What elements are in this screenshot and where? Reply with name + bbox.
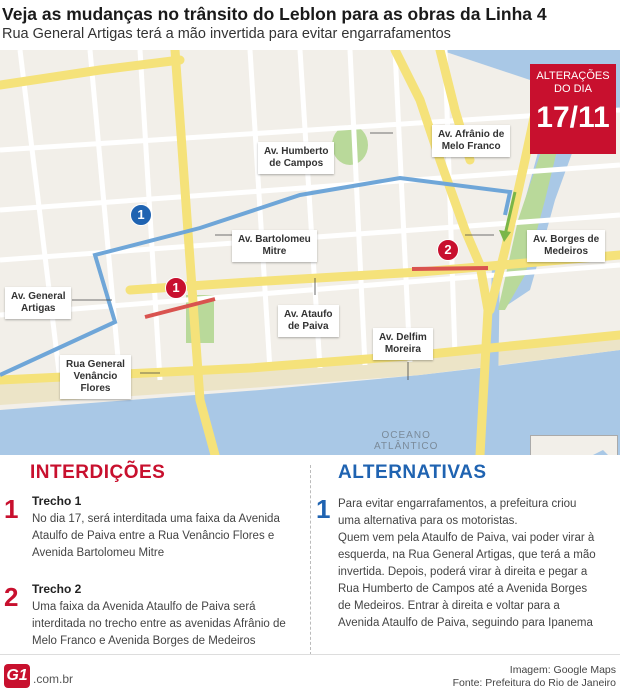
item-text bbox=[338, 496, 596, 632]
label-line: Rua General bbox=[66, 359, 125, 370]
label-line: Av. General bbox=[11, 291, 66, 302]
marker-interdiction-1[interactable]: 1 bbox=[165, 277, 187, 299]
interdicoes-title: INTERDIÇÕES bbox=[30, 462, 166, 483]
page-title: Veja as mudanças no trânsito do Leblon para as obras da Linha 4 bbox=[2, 4, 547, 24]
label-line: Av. Humberto bbox=[264, 146, 329, 157]
item-heading: Trecho 1 bbox=[32, 494, 82, 508]
label-line: de Paiva bbox=[287, 321, 329, 332]
label-av-bartolomeu-mitre bbox=[232, 230, 317, 262]
text-line: de Medeiros. Entrar à direita e voltar para a bbox=[338, 600, 560, 612]
alternative-route bbox=[0, 178, 510, 375]
footer-divider bbox=[0, 654, 620, 655]
item-heading: Trecho 2 bbox=[32, 582, 82, 596]
label-rua-general-venancio-flores bbox=[60, 355, 131, 399]
interdicao-item-2 bbox=[4, 582, 304, 652]
text-line: Avenida Ataulfo de Paiva, seguindo para Ipanema bbox=[338, 617, 593, 629]
alternativa-item-1 bbox=[316, 494, 616, 634]
label-line: Venâncio bbox=[73, 371, 118, 382]
text-line: Para evitar engarrafamentos, a prefeitura criou bbox=[338, 498, 577, 510]
label-line: Av. Bartolomeu bbox=[238, 234, 311, 245]
ocean-label-line: OCEANO bbox=[381, 430, 431, 441]
text-line: invertida. Depois, poderá virar à direita e pegar a bbox=[338, 566, 588, 578]
date-badge bbox=[530, 64, 616, 154]
label-av-humberto-de-campos bbox=[258, 142, 334, 174]
badge-line-1: ALTERAÇÕES bbox=[536, 70, 610, 82]
interdiction-segment-2 bbox=[412, 268, 488, 269]
label-line: Av. Delfim bbox=[379, 332, 427, 343]
label-line: Av. Borges de bbox=[533, 234, 600, 245]
badge-date: 17/11 bbox=[536, 101, 610, 134]
label-line: Av. Ataufo bbox=[284, 309, 333, 320]
interdicoes-section bbox=[30, 462, 165, 484]
alternativas-title: ALTERNATIVAS bbox=[338, 462, 487, 483]
text-line: Melo Franco e Avenida Borges de Medeiros bbox=[32, 635, 256, 647]
text-line: Quem vem pela Ataulfo de Paiva, vai poder virar à bbox=[338, 532, 595, 544]
inset-canvas bbox=[531, 436, 618, 455]
park-round bbox=[332, 125, 368, 165]
label-line: Moreira bbox=[384, 344, 421, 355]
text-line: Avenida Bartolomeu Mitre bbox=[32, 547, 165, 559]
credit-image: Imagem: Google Maps bbox=[509, 664, 616, 676]
label-av-ataufo-de-paiva bbox=[278, 305, 339, 337]
marker-alternative-1[interactable]: 1 bbox=[130, 204, 152, 226]
credit-source: Fonte: Prefeitura do Rio de Janeiro bbox=[452, 677, 616, 689]
item-number: 2 bbox=[4, 582, 19, 612]
ocean-label-line: ATLÂNTICO bbox=[374, 441, 439, 452]
text-line: Rua Humberto de Campos até a Avenida Borges bbox=[338, 583, 588, 595]
label-line: Av. Afrânio de bbox=[438, 129, 505, 140]
locator-inset-map bbox=[530, 435, 618, 455]
section-divider bbox=[310, 465, 311, 655]
g1-logo[interactable]: G1 bbox=[4, 664, 30, 688]
interdicao-item-1 bbox=[4, 494, 304, 564]
badge-line-2: DO DIA bbox=[554, 83, 592, 95]
marker-interdiction-2[interactable]: 2 bbox=[437, 239, 459, 261]
map[interactable] bbox=[0, 50, 620, 455]
label-av-borges-de-medeiros bbox=[527, 230, 605, 262]
label-av-delfim-moreira bbox=[373, 328, 433, 360]
label-line: Medeiros bbox=[544, 246, 589, 257]
text-line: Uma faixa da Avenida Ataulfo de Paiva será bbox=[32, 601, 256, 613]
header bbox=[0, 0, 620, 50]
alternativas-section bbox=[338, 462, 487, 484]
label-line: Melo Franco bbox=[441, 141, 501, 152]
item-number: 1 bbox=[4, 494, 19, 524]
page-subtitle: Rua General Artigas terá a mão invertida para evitar engarrafamentos bbox=[2, 26, 451, 42]
domain-text: .com.br bbox=[33, 672, 74, 686]
text-line: No dia 17, será interditada uma faixa da Avenida bbox=[32, 513, 280, 525]
text-line: interditada no trecho entre as avenidas Afrânio de bbox=[32, 618, 286, 630]
label-line: Artigas bbox=[21, 303, 56, 314]
label-line: de Campos bbox=[269, 158, 324, 169]
text-line: uma alternativa para os motoristas. bbox=[338, 515, 518, 527]
credits bbox=[453, 664, 616, 690]
ocean-label bbox=[374, 430, 438, 452]
label-line: Flores bbox=[80, 383, 111, 394]
item-text bbox=[32, 511, 280, 562]
item-text bbox=[32, 599, 286, 650]
label-av-afranio-de-melo-franco bbox=[432, 125, 510, 157]
item-number: 1 bbox=[316, 494, 331, 524]
label-line: Mitre bbox=[262, 246, 287, 257]
text-line: esquerda, na Rua General Artigas, que terá a mão bbox=[338, 549, 596, 561]
label-av-general-artigas bbox=[5, 287, 71, 319]
text-line: Ataulfo de Paiva entre a Rua Venâncio Flores e bbox=[32, 530, 275, 542]
